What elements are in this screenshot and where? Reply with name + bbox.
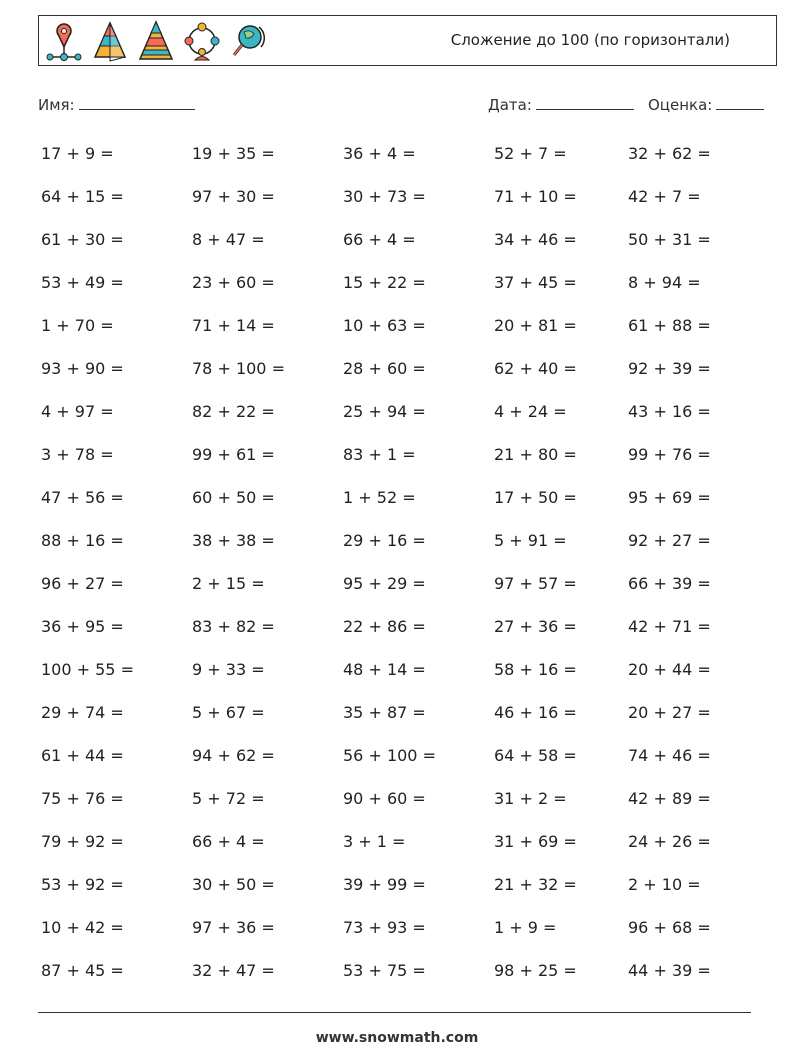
date-field xyxy=(488,94,634,114)
date-label: Дата: xyxy=(488,96,532,114)
location-pin-icon xyxy=(43,19,85,63)
score-line[interactable] xyxy=(716,94,764,110)
addition-problem: 4 + 97 = xyxy=(41,402,114,421)
addition-problem: 5 + 91 = xyxy=(494,531,567,550)
addition-problem: 71 + 14 = xyxy=(192,316,275,335)
addition-problem: 15 + 22 = xyxy=(343,273,426,292)
addition-problem: 100 + 55 = xyxy=(41,660,134,679)
addition-problem: 8 + 94 = xyxy=(628,273,701,292)
addition-problem: 97 + 57 = xyxy=(494,574,577,593)
addition-problem: 28 + 60 = xyxy=(343,359,426,378)
addition-problem: 17 + 50 = xyxy=(494,488,577,507)
score-label: Оценка: xyxy=(648,96,713,114)
addition-problem: 79 + 92 = xyxy=(41,832,124,851)
addition-problem: 37 + 45 = xyxy=(494,273,577,292)
addition-problem: 87 + 45 = xyxy=(41,961,124,980)
addition-problem: 96 + 27 = xyxy=(41,574,124,593)
addition-problem: 5 + 72 = xyxy=(192,789,265,808)
addition-problem: 5 + 67 = xyxy=(192,703,265,722)
addition-problem: 47 + 56 = xyxy=(41,488,124,507)
addition-problem: 97 + 30 = xyxy=(192,187,275,206)
addition-problem: 92 + 27 = xyxy=(628,531,711,550)
addition-problem: 44 + 39 = xyxy=(628,961,711,980)
addition-problem: 90 + 60 = xyxy=(343,789,426,808)
addition-problem: 61 + 30 = xyxy=(41,230,124,249)
addition-problem: 24 + 26 = xyxy=(628,832,711,851)
addition-problem: 20 + 81 = xyxy=(494,316,577,335)
addition-problem: 66 + 4 = xyxy=(343,230,416,249)
addition-problem: 3 + 78 = xyxy=(41,445,114,464)
addition-problem: 99 + 61 = xyxy=(192,445,275,464)
addition-problem: 92 + 39 = xyxy=(628,359,711,378)
addition-problem: 82 + 22 = xyxy=(192,402,275,421)
pyramid-chart-icon xyxy=(89,19,131,63)
addition-problem: 4 + 24 = xyxy=(494,402,567,421)
addition-problem: 29 + 74 = xyxy=(41,703,124,722)
addition-problem: 36 + 4 = xyxy=(343,144,416,163)
addition-problem: 93 + 90 = xyxy=(41,359,124,378)
addition-problem: 98 + 25 = xyxy=(494,961,577,980)
addition-problem: 36 + 95 = xyxy=(41,617,124,636)
date-line[interactable] xyxy=(536,94,634,110)
name-label: Имя: xyxy=(38,96,75,114)
addition-problem: 10 + 42 = xyxy=(41,918,124,937)
addition-problem: 42 + 71 = xyxy=(628,617,711,636)
addition-problem: 71 + 10 = xyxy=(494,187,577,206)
addition-problem: 42 + 7 = xyxy=(628,187,701,206)
addition-problem: 42 + 89 = xyxy=(628,789,711,808)
addition-problem: 2 + 10 = xyxy=(628,875,701,894)
addition-problem: 64 + 15 = xyxy=(41,187,124,206)
addition-problem: 43 + 16 = xyxy=(628,402,711,421)
pyramid-levels-icon xyxy=(135,19,177,63)
footer-divider xyxy=(38,1012,751,1013)
addition-problem: 9 + 33 = xyxy=(192,660,265,679)
addition-problem: 30 + 73 = xyxy=(343,187,426,206)
addition-problem: 48 + 14 = xyxy=(343,660,426,679)
worksheet-title: Сложение до 100 (по горизонтали) xyxy=(450,31,730,49)
addition-problem: 56 + 100 = xyxy=(343,746,436,765)
name-field xyxy=(38,94,195,114)
addition-problem: 60 + 50 = xyxy=(192,488,275,507)
addition-problem: 61 + 44 = xyxy=(41,746,124,765)
addition-problem: 78 + 100 = xyxy=(192,359,285,378)
addition-problem: 1 + 52 = xyxy=(343,488,416,507)
addition-problem: 23 + 60 = xyxy=(192,273,275,292)
header-icons xyxy=(43,19,269,63)
addition-problem: 53 + 49 = xyxy=(41,273,124,292)
name-line[interactable] xyxy=(79,94,195,110)
addition-problem: 20 + 27 = xyxy=(628,703,711,722)
addition-problem: 99 + 76 = xyxy=(628,445,711,464)
footer-url[interactable]: www.snowmath.com xyxy=(315,1030,479,1046)
addition-problem: 94 + 62 = xyxy=(192,746,275,765)
addition-problem: 61 + 88 = xyxy=(628,316,711,335)
addition-problem: 1 + 70 = xyxy=(41,316,114,335)
addition-problem: 50 + 31 = xyxy=(628,230,711,249)
score-field xyxy=(648,94,764,114)
addition-problem: 64 + 58 = xyxy=(494,746,577,765)
addition-problem: 21 + 32 = xyxy=(494,875,577,894)
addition-problem: 21 + 80 = xyxy=(494,445,577,464)
addition-problem: 83 + 82 = xyxy=(192,617,275,636)
addition-problem: 1 + 9 = xyxy=(494,918,557,937)
addition-problem: 53 + 75 = xyxy=(343,961,426,980)
addition-problem: 58 + 16 = xyxy=(494,660,577,679)
magnifier-globe-icon xyxy=(227,19,269,63)
addition-problem: 3 + 1 = xyxy=(343,832,406,851)
addition-problem: 19 + 35 = xyxy=(192,144,275,163)
header-box xyxy=(38,15,777,66)
addition-problem: 75 + 76 = xyxy=(41,789,124,808)
addition-problem: 83 + 1 = xyxy=(343,445,416,464)
addition-problem: 96 + 68 = xyxy=(628,918,711,937)
addition-problem: 30 + 50 = xyxy=(192,875,275,894)
addition-problem: 39 + 99 = xyxy=(343,875,426,894)
addition-problem: 22 + 86 = xyxy=(343,617,426,636)
addition-problem: 31 + 2 = xyxy=(494,789,567,808)
addition-problem: 66 + 39 = xyxy=(628,574,711,593)
addition-problem: 88 + 16 = xyxy=(41,531,124,550)
addition-problem: 32 + 47 = xyxy=(192,961,275,980)
addition-problem: 95 + 69 = xyxy=(628,488,711,507)
addition-problem: 46 + 16 = xyxy=(494,703,577,722)
addition-problem: 8 + 47 = xyxy=(192,230,265,249)
addition-problem: 52 + 7 = xyxy=(494,144,567,163)
addition-problem: 20 + 44 = xyxy=(628,660,711,679)
addition-problem: 38 + 38 = xyxy=(192,531,275,550)
addition-problem: 95 + 29 = xyxy=(343,574,426,593)
addition-problem: 31 + 69 = xyxy=(494,832,577,851)
addition-problem: 2 + 15 = xyxy=(192,574,265,593)
addition-problem: 73 + 93 = xyxy=(343,918,426,937)
addition-problem: 97 + 36 = xyxy=(192,918,275,937)
addition-problem: 66 + 4 = xyxy=(192,832,265,851)
addition-problem: 34 + 46 = xyxy=(494,230,577,249)
addition-problem: 27 + 36 = xyxy=(494,617,577,636)
addition-problem: 62 + 40 = xyxy=(494,359,577,378)
cycle-people-icon xyxy=(181,19,223,63)
addition-problem: 10 + 63 = xyxy=(343,316,426,335)
addition-problem: 17 + 9 = xyxy=(41,144,114,163)
addition-problem: 53 + 92 = xyxy=(41,875,124,894)
addition-problem: 29 + 16 = xyxy=(343,531,426,550)
addition-problem: 25 + 94 = xyxy=(343,402,426,421)
addition-problem: 35 + 87 = xyxy=(343,703,426,722)
addition-problem: 32 + 62 = xyxy=(628,144,711,163)
addition-problem: 74 + 46 = xyxy=(628,746,711,765)
